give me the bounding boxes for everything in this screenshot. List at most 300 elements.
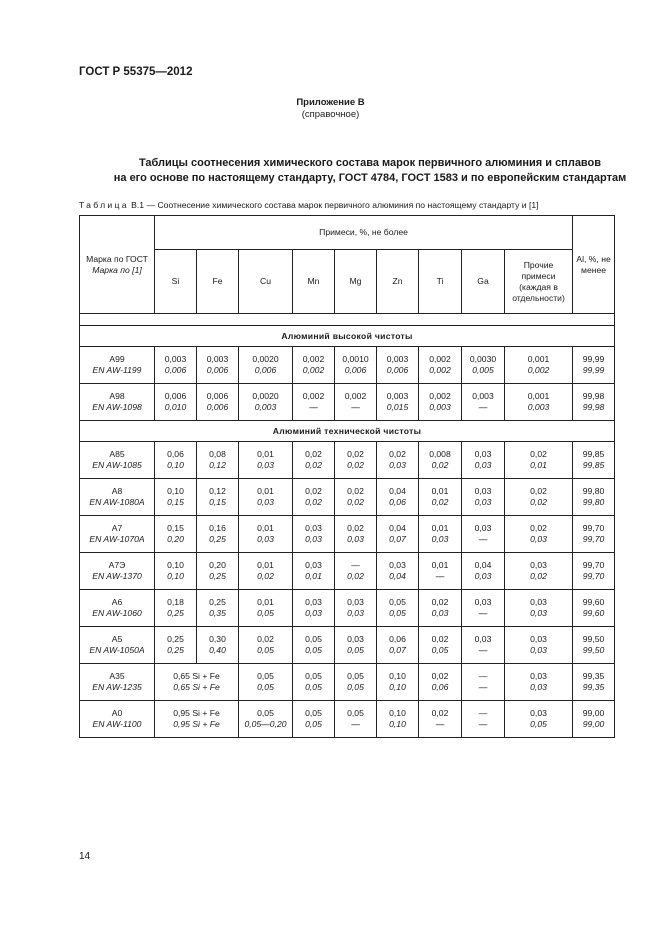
value-en: 0,25 xyxy=(167,608,184,618)
value-gost: А7Э xyxy=(108,560,126,570)
table-cell xyxy=(239,701,293,738)
value-en: 0,05 xyxy=(257,682,274,692)
value-en: — xyxy=(478,608,488,618)
table-caption xyxy=(79,200,539,210)
table-cell xyxy=(197,627,239,664)
table-cell xyxy=(80,479,155,516)
table-cell xyxy=(293,479,335,516)
value-en: EN AW-1235 xyxy=(92,682,142,692)
value-gost: 0,02 xyxy=(347,449,364,459)
value-gost: 0,02 xyxy=(530,486,547,496)
table-cell xyxy=(239,664,293,701)
value-en: 0,05 xyxy=(257,608,274,618)
value-gost: 0,02 xyxy=(257,634,274,644)
table-cell xyxy=(573,553,615,590)
table-cell xyxy=(335,701,377,738)
value-en: 0,25 xyxy=(209,571,226,581)
table-cell xyxy=(462,664,505,701)
table-cell xyxy=(377,627,419,664)
section-header-row xyxy=(80,326,615,347)
table-cell xyxy=(80,590,155,627)
value-gost: 0,02 xyxy=(530,449,547,459)
value-en: 0,003 xyxy=(527,402,550,412)
table-cell xyxy=(80,442,155,479)
value-en: 0,35 xyxy=(209,608,226,618)
value-en: 0,006 xyxy=(254,365,277,375)
value-en: 0,006 xyxy=(206,402,229,412)
value-en: EN AW-1060 xyxy=(92,608,142,618)
table-cell xyxy=(335,384,377,421)
value-en: 0,95 Si + Fe xyxy=(173,719,220,729)
value-gost: 99,80 xyxy=(582,486,605,496)
column-header: Прочие примеси (каждая в отдельности) xyxy=(505,250,573,314)
value-gost: 0,001 xyxy=(527,391,550,401)
value-en: 0,006 xyxy=(164,365,187,375)
value-en: 0,006 xyxy=(344,365,367,375)
value-en: 0,03 xyxy=(305,608,322,618)
value-en: 99,98 xyxy=(582,402,605,412)
table-cell xyxy=(462,479,505,516)
table-cell xyxy=(293,590,335,627)
value-en: 0,02 xyxy=(431,497,449,507)
value-gost: 0,04 xyxy=(389,486,406,496)
table-cell xyxy=(462,590,505,627)
table-row xyxy=(80,347,615,384)
table-cell xyxy=(197,384,239,421)
grade-header-en: Марка по [1] xyxy=(92,264,142,275)
value-en: — xyxy=(478,402,488,412)
table-cell xyxy=(573,384,615,421)
section-title: Алюминий высокой чистоты xyxy=(80,326,615,347)
value-en: 0,03 xyxy=(257,497,274,507)
table-cell xyxy=(293,442,335,479)
value-gost: 0,20 xyxy=(209,560,226,570)
table-cell xyxy=(239,627,293,664)
value-gost: 0,002 xyxy=(302,391,325,401)
value-gost: 0,02 xyxy=(347,523,364,533)
value-gost: 0,02 xyxy=(530,523,547,533)
value-en: 0,03 xyxy=(474,571,492,581)
value-en: — xyxy=(478,682,488,692)
table-caption-text: В.1 — Соотнесение химического состава марок первичного алюминия по настоящему стандарту и [1] xyxy=(128,200,539,210)
value-en: 99,50 xyxy=(582,645,605,655)
value-en: 0,15 xyxy=(167,497,184,507)
value-gost: 0,05 xyxy=(347,708,364,718)
table-cell xyxy=(419,347,462,384)
value-gost: 0,003 xyxy=(386,354,409,364)
column-header: Mn xyxy=(293,250,335,314)
table-cell xyxy=(239,590,293,627)
column-header: Fe xyxy=(197,250,239,314)
value-en: 0,02 xyxy=(431,460,449,470)
table-cell xyxy=(573,516,615,553)
table-cell xyxy=(155,553,197,590)
value-en: 0,015 xyxy=(386,402,409,412)
value-gost: 99,70 xyxy=(582,560,605,570)
value-en: EN AW-1080A xyxy=(89,497,145,507)
value-gost: — xyxy=(478,708,488,718)
value-en: 0,65 Si + Fe xyxy=(173,682,220,692)
value-en: 0,15 xyxy=(209,497,226,507)
table-row xyxy=(80,442,615,479)
value-en: — xyxy=(435,571,445,581)
table-cell xyxy=(462,347,505,384)
value-gost: 0,03 xyxy=(305,597,322,607)
value-gost: 99,35 xyxy=(582,671,605,681)
spacer-row xyxy=(80,314,615,326)
column-header: Si xyxy=(155,250,197,314)
table-cell xyxy=(335,516,377,553)
column-header: Ti xyxy=(419,250,462,314)
value-gost: 0,25 xyxy=(209,597,226,607)
value-gost: 0,003 xyxy=(164,354,187,364)
table-row xyxy=(80,553,615,590)
value-en: — xyxy=(309,402,318,412)
table-cell xyxy=(293,384,335,421)
table-cell xyxy=(505,701,573,738)
document-title-line-2: на его основе по настоящему стандарту, ГОСТ 4784, ГОСТ 1583 и по европейским стандартам xyxy=(113,172,627,184)
table-cell xyxy=(462,627,505,664)
table-cell xyxy=(335,553,377,590)
appendix-subtitle: (справочное) xyxy=(301,109,360,120)
table-cell xyxy=(239,479,293,516)
value-en: 0,03 xyxy=(347,534,364,544)
table-cell xyxy=(573,701,615,738)
value-gost: 0,002 xyxy=(429,354,451,364)
value-en: 99,35 xyxy=(582,682,605,692)
table-cell xyxy=(419,590,462,627)
value-en: 0,10 xyxy=(389,719,406,729)
column-header: Mg xyxy=(335,250,377,314)
value-en: — xyxy=(478,719,488,729)
table-header-row-2 xyxy=(80,250,615,314)
table-cell xyxy=(155,479,197,516)
value-gost: А6 xyxy=(111,597,123,607)
table-cell xyxy=(197,553,239,590)
value-en: 0,06 xyxy=(389,497,406,507)
value-gost: 99,98 xyxy=(582,391,605,401)
value-en: 0,01 xyxy=(305,571,322,581)
value-gost: 0,05 xyxy=(347,671,364,681)
value-gost: 99,60 xyxy=(582,597,605,607)
value-gost: 0,01 xyxy=(257,597,274,607)
table-cell xyxy=(293,627,335,664)
value-gost: А98 xyxy=(109,391,125,401)
section-header-row xyxy=(80,421,615,442)
value-gost: 0,03 xyxy=(305,523,322,533)
value-gost: 0,002 xyxy=(344,391,367,401)
table-cell xyxy=(377,553,419,590)
value-gost: 0,15 xyxy=(167,523,184,533)
value-gost: 0,05 xyxy=(305,708,322,718)
value-en: 0,02 xyxy=(347,497,364,507)
table-cell xyxy=(573,590,615,627)
value-en: — xyxy=(351,402,360,412)
value-gost: 0,05 xyxy=(389,597,406,607)
value-en: 0,002 xyxy=(527,365,550,375)
value-gost: 0,02 xyxy=(305,449,322,459)
table-row xyxy=(80,627,615,664)
value-en: 0,003 xyxy=(429,402,451,412)
table-cell xyxy=(239,347,293,384)
value-en: — xyxy=(478,534,488,544)
value-en: EN AW-1085 xyxy=(92,460,142,470)
value-gost: 0,002 xyxy=(302,354,325,364)
value-gost: 0,95 Si + Fe xyxy=(173,708,220,718)
value-en: 0,03 xyxy=(530,534,547,544)
value-gost: 0,0010 xyxy=(342,354,369,364)
value-en: 0,10 xyxy=(167,460,184,470)
table-cell xyxy=(197,347,239,384)
value-en: 0,05 xyxy=(305,719,322,729)
value-gost: 0,10 xyxy=(167,486,184,496)
table-cell xyxy=(377,701,419,738)
value-gost: 0,01 xyxy=(431,486,449,496)
value-gost: 0,02 xyxy=(431,671,449,681)
table-cell xyxy=(377,590,419,627)
table-row xyxy=(80,701,615,738)
value-en: 0,03 xyxy=(474,460,492,470)
value-gost: 0,02 xyxy=(389,449,406,459)
value-gost: 0,03 xyxy=(347,597,364,607)
value-en: 0,005 xyxy=(472,365,494,375)
table-cell xyxy=(462,701,505,738)
value-gost: 0,01 xyxy=(431,523,449,533)
value-en: 0,003 xyxy=(254,402,277,412)
table-cell xyxy=(505,516,573,553)
value-gost: 0,03 xyxy=(474,449,492,459)
table-cell xyxy=(80,347,155,384)
table-cell xyxy=(505,384,573,421)
table-cell xyxy=(573,442,615,479)
value-gost: А7 xyxy=(111,523,123,533)
table-cell xyxy=(573,347,615,384)
value-en: 0,02 xyxy=(347,571,364,581)
table-cell xyxy=(573,479,615,516)
table-row xyxy=(80,516,615,553)
table-cell xyxy=(419,627,462,664)
value-gost: 0,03 xyxy=(530,708,547,718)
table-cell xyxy=(573,664,615,701)
value-gost: — xyxy=(351,560,360,570)
table-cell xyxy=(335,664,377,701)
table-cell xyxy=(335,442,377,479)
table-cell xyxy=(80,553,155,590)
value-gost: 99,00 xyxy=(582,708,605,718)
page-number: 14 xyxy=(79,851,91,862)
value-en: 0,02 xyxy=(305,497,322,507)
value-gost: А0 xyxy=(111,708,123,718)
table-cell xyxy=(293,347,335,384)
value-en: 0,05—0,20 xyxy=(244,719,287,729)
table-cell xyxy=(197,479,239,516)
value-en: 0,03 xyxy=(530,682,547,692)
table-cell xyxy=(155,627,197,664)
table-cell xyxy=(80,516,155,553)
al-header: Al, %, не менее xyxy=(573,216,615,314)
spacer-cell xyxy=(80,314,615,326)
table-cell xyxy=(335,347,377,384)
value-gost: 0,003 xyxy=(386,391,409,401)
table-cell xyxy=(377,664,419,701)
value-gost: 0,03 xyxy=(530,634,547,644)
value-gost: 0,001 xyxy=(527,354,550,364)
value-gost: 0,01 xyxy=(257,486,274,496)
value-en: 0,05 xyxy=(530,719,547,729)
table-cell xyxy=(155,442,197,479)
value-gost: 0,008 xyxy=(429,449,451,459)
value-en: 0,07 xyxy=(389,645,406,655)
value-en: — xyxy=(478,645,488,655)
value-gost: А85 xyxy=(109,449,125,459)
value-en: 0,03 xyxy=(530,608,547,618)
value-gost: 0,05 xyxy=(257,671,274,681)
value-en: 0,10 xyxy=(389,682,406,692)
value-gost: 0,0030 xyxy=(469,354,497,364)
table-cell xyxy=(239,553,293,590)
value-en: EN AW-1199 xyxy=(92,365,142,375)
value-en: 99,80 xyxy=(582,497,605,507)
value-en: 0,01 xyxy=(530,460,547,470)
value-gost: 0,10 xyxy=(389,671,406,681)
value-en: 0,05 xyxy=(257,645,274,655)
table-row xyxy=(80,590,615,627)
value-en: 0,03 xyxy=(257,534,274,544)
value-gost: 0,01 xyxy=(257,449,274,459)
value-en: 0,010 xyxy=(164,402,187,412)
value-en: 0,05 xyxy=(389,608,406,618)
value-gost: 0,03 xyxy=(474,634,492,644)
value-gost: 0,01 xyxy=(431,560,449,570)
value-gost: 0,003 xyxy=(206,354,229,364)
value-gost: 0,25 xyxy=(167,634,184,644)
value-gost: 0,02 xyxy=(347,486,364,496)
value-gost: 0,10 xyxy=(167,560,184,570)
value-gost: 0,03 xyxy=(530,597,547,607)
table-cell xyxy=(293,701,335,738)
value-en: 99,00 xyxy=(582,719,605,729)
table-cell xyxy=(505,479,573,516)
table-cell xyxy=(197,590,239,627)
table-cell xyxy=(239,384,293,421)
value-gost: 0,06 xyxy=(389,634,406,644)
value-en: 99,60 xyxy=(582,608,605,618)
table-cell xyxy=(505,590,573,627)
table-cell xyxy=(419,442,462,479)
value-gost: А35 xyxy=(109,671,125,681)
value-en: 0,03 xyxy=(431,608,449,618)
value-en: 0,25 xyxy=(209,534,226,544)
value-en: 0,03 xyxy=(389,460,406,470)
table-cell xyxy=(419,516,462,553)
value-gost: 0,02 xyxy=(305,486,322,496)
table-cell xyxy=(80,627,155,664)
value-gost: 0,0020 xyxy=(252,391,279,401)
table-cell xyxy=(462,553,505,590)
table-row xyxy=(80,664,615,701)
table-cell xyxy=(80,701,155,738)
value-en: 0,03 xyxy=(305,534,322,544)
table-cell xyxy=(293,553,335,590)
value-en: EN AW-1098 xyxy=(92,402,142,412)
table-cell xyxy=(80,384,155,421)
impurities-header: Примеси, %, не более xyxy=(155,216,573,250)
table-cell xyxy=(197,442,239,479)
table-cell xyxy=(419,553,462,590)
value-en: EN AW-1100 xyxy=(92,719,142,729)
value-en: 0,40 xyxy=(209,645,226,655)
table-cell xyxy=(155,701,239,738)
table-cell xyxy=(462,442,505,479)
value-gost: 0,06 xyxy=(167,449,184,459)
value-en: 0,05 xyxy=(305,645,322,655)
value-en: 0,03 xyxy=(530,645,547,655)
value-gost: 0,12 xyxy=(209,486,226,496)
value-gost: 0,006 xyxy=(206,391,229,401)
value-en: 99,85 xyxy=(582,460,605,470)
table-cell xyxy=(377,384,419,421)
value-en: 0,05 xyxy=(305,682,322,692)
table-cell xyxy=(505,664,573,701)
value-gost: 0,03 xyxy=(347,634,364,644)
value-gost: 0,10 xyxy=(389,708,406,718)
table-cell xyxy=(155,347,197,384)
value-gost: А99 xyxy=(109,354,125,364)
table-cell xyxy=(377,347,419,384)
column-header: Cu xyxy=(239,250,293,314)
value-en: 0,002 xyxy=(302,365,325,375)
value-en: 0,02 xyxy=(530,571,547,581)
value-gost: 0,01 xyxy=(257,523,274,533)
table-cell xyxy=(197,516,239,553)
column-header: Ga xyxy=(462,250,505,314)
value-gost: 0,65 Si + Fe xyxy=(173,671,220,681)
value-en: 0,006 xyxy=(386,365,409,375)
value-gost: 0,03 xyxy=(474,523,492,533)
table-cell xyxy=(377,516,419,553)
value-gost: 99,50 xyxy=(582,634,605,644)
value-gost: 0,04 xyxy=(474,560,492,570)
grade-header-gost: Марка по ГОСТ xyxy=(86,253,148,264)
value-en: 99,70 xyxy=(582,534,605,544)
value-gost: А5 xyxy=(111,634,123,644)
value-en: 0,20 xyxy=(167,534,184,544)
table-cell xyxy=(505,347,573,384)
table-cell xyxy=(419,664,462,701)
value-gost: 0,003 xyxy=(472,391,494,401)
value-en: 0,07 xyxy=(389,534,406,544)
value-en: 0,02 xyxy=(347,460,364,470)
value-en: 0,03 xyxy=(431,534,449,544)
value-gost: 0,0020 xyxy=(252,354,279,364)
value-gost: 0,02 xyxy=(431,597,449,607)
appendix-title: Приложение В xyxy=(296,97,365,108)
value-gost: 0,02 xyxy=(431,634,449,644)
value-gost: — xyxy=(478,671,488,681)
value-gost: 99,85 xyxy=(582,449,605,459)
value-en: 0,10 xyxy=(167,571,184,581)
table-cell xyxy=(239,442,293,479)
value-gost: 0,03 xyxy=(474,486,492,496)
value-en: 0,12 xyxy=(209,460,226,470)
table-cell xyxy=(155,384,197,421)
table-cell xyxy=(419,384,462,421)
table-cell xyxy=(293,664,335,701)
table-cell xyxy=(80,664,155,701)
grade-header xyxy=(80,216,155,314)
table-caption-label: Таблица xyxy=(79,200,129,210)
value-en: 0,06 xyxy=(431,682,449,692)
